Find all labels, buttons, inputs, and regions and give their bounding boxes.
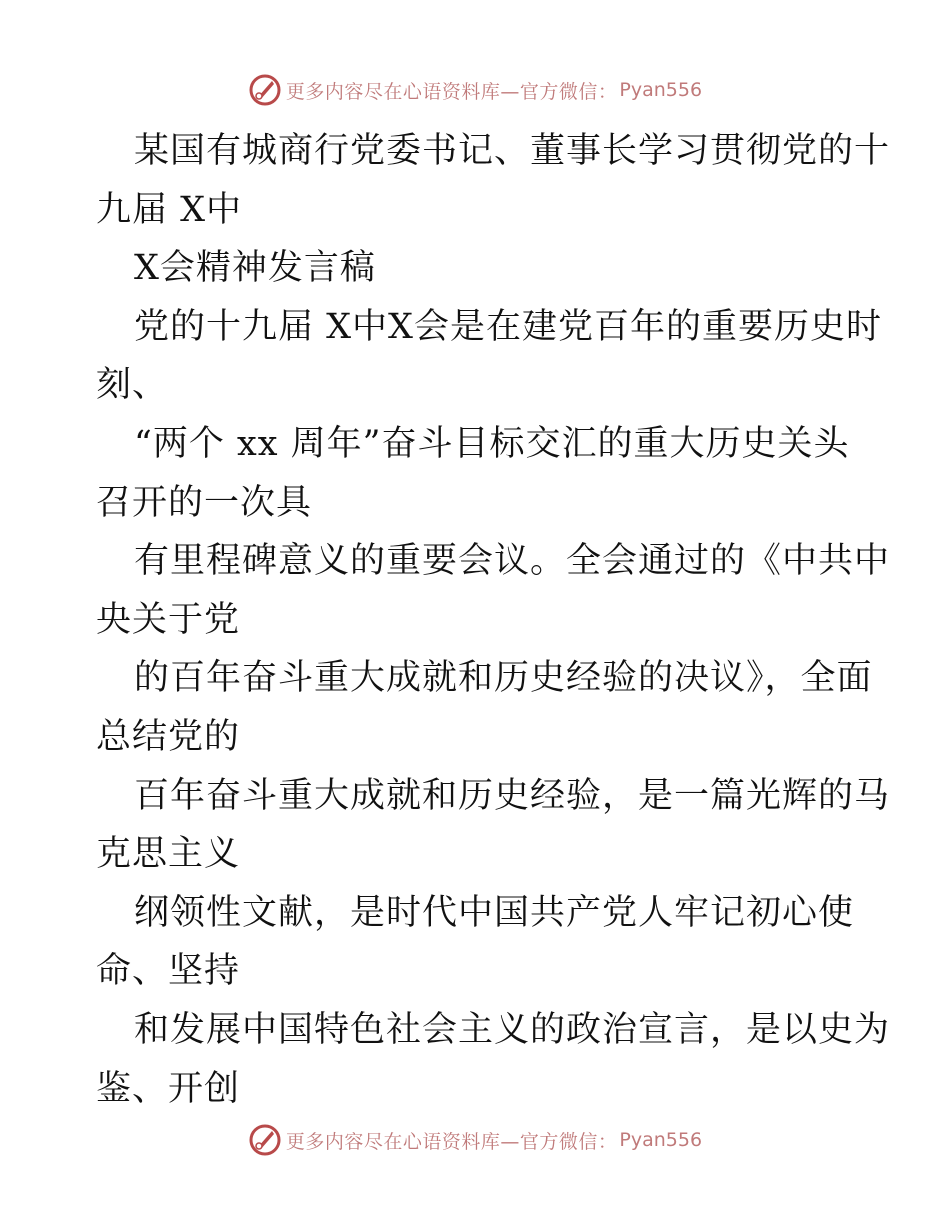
watermark-wechat-id: Pyan556 — [619, 1129, 703, 1151]
document-line: “两个 xx 周年”奋斗目标交汇的重大历史关头 — [134, 423, 850, 464]
document-line: 九届 X中 — [96, 189, 243, 230]
header-watermark — [0, 70, 950, 110]
watermark-wechat-id: Pyan556 — [619, 79, 703, 101]
document-line: 某国有城商行党委书记、董事长学习贯彻党的十 — [134, 131, 891, 171]
watermark-logo-icon — [248, 73, 282, 107]
document-body — [96, 122, 891, 1118]
watermark-logo-icon — [248, 1123, 282, 1157]
document-line: 党的十九届 X中X会是在建党百年的重要历史时 — [134, 306, 882, 347]
document-line: 纲领性文献，是时代中国共产党人牢记初心使 — [134, 892, 855, 933]
document-line: 央关于党 — [96, 599, 241, 640]
footer-watermark — [0, 1120, 950, 1160]
document-line: 克思主义 — [96, 834, 241, 875]
watermark-text: 更多内容尽在心语资料库—官方微信： — [285, 80, 618, 103]
document-line: 总结党的 — [96, 716, 241, 757]
document-line: 召开的一次具 — [96, 482, 313, 523]
document-line: 和发展中国特色社会主义的政治宣言，是以史为 — [134, 1009, 891, 1050]
document-line: 鉴、开创 — [96, 1068, 241, 1109]
document-line: 百年奋斗重大成就和历史经验，是一篇光辉的马 — [134, 775, 891, 816]
document-line: 有里程碑意义的重要会议。全会通过的《中共中 — [134, 541, 891, 582]
document-line: 命、坚持 — [96, 951, 241, 992]
document-line: 的百年奋斗重大成就和历史经验的决议》，全面 — [134, 658, 873, 699]
watermark-text: 更多内容尽在心语资料库—官方微信： — [285, 1130, 618, 1153]
document-line: 刻、 — [96, 365, 169, 406]
document-line: X会精神发言稿 — [134, 248, 376, 289]
